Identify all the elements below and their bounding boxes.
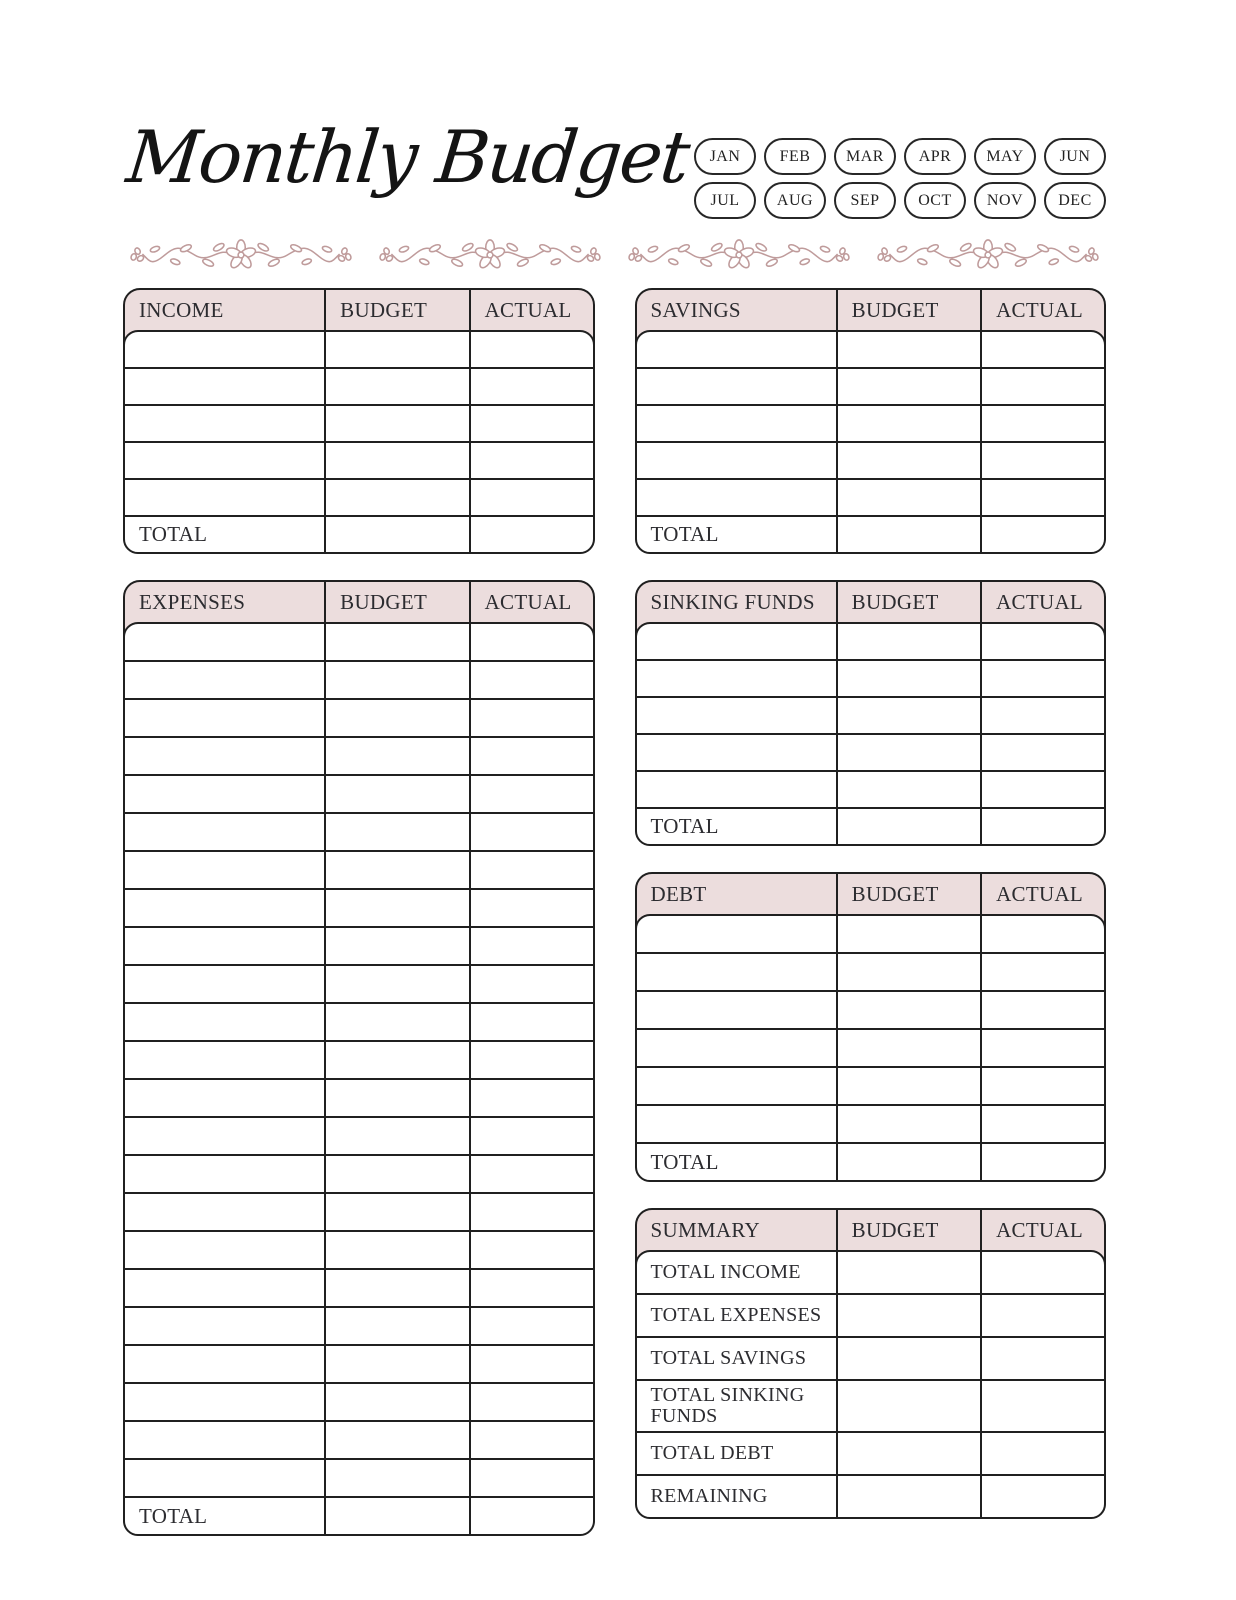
empty-budget-cell[interactable]: [324, 332, 468, 367]
empty-actual-cell[interactable]: [469, 1042, 593, 1078]
sinking-funds-table-body: [635, 622, 1107, 846]
empty-budget-cell[interactable]: [836, 916, 980, 952]
empty-name-cell[interactable]: [125, 1232, 324, 1268]
empty-actual-cell[interactable]: [469, 814, 593, 850]
empty-budget-cell[interactable]: [836, 480, 980, 515]
summary-actual-cell[interactable]: [980, 1252, 1104, 1293]
table-row: [125, 1306, 593, 1344]
empty-name-cell[interactable]: [125, 1270, 324, 1306]
summary-row-total-sinking-funds: [637, 1379, 1105, 1431]
empty-actual-cell[interactable]: [469, 700, 593, 736]
table-title-savings: SAVINGS: [650, 297, 741, 322]
empty-actual-cell[interactable]: [469, 332, 593, 367]
table-row: [125, 1154, 593, 1192]
month-pill-mar[interactable]: MAR: [834, 138, 896, 175]
right-column: [635, 288, 1107, 1536]
empty-name-cell[interactable]: [637, 772, 836, 807]
summary-row-total-expenses: [637, 1293, 1105, 1336]
summary-budget-cell[interactable]: [836, 1381, 980, 1431]
empty-actual-cell[interactable]: [469, 966, 593, 1002]
empty-budget-cell[interactable]: [324, 369, 468, 404]
empty-actual-cell[interactable]: [980, 624, 1104, 659]
empty-budget-cell[interactable]: [324, 662, 468, 698]
empty-budget-cell[interactable]: [324, 1460, 468, 1496]
empty-actual-cell[interactable]: [469, 1270, 593, 1306]
month-pill-sep[interactable]: SEP: [834, 182, 896, 219]
empty-actual-cell[interactable]: [469, 443, 593, 478]
total-row: [125, 515, 593, 552]
summary-row-label: TOTAL INCOME: [650, 1261, 801, 1283]
table-row: [637, 332, 1105, 367]
empty-name-cell[interactable]: [125, 700, 324, 736]
savings-table: [635, 288, 1107, 554]
summary-actual-cell[interactable]: [980, 1381, 1104, 1431]
empty-name-cell[interactable]: [125, 1308, 324, 1344]
empty-budget-cell[interactable]: [836, 954, 980, 990]
table-row: [125, 660, 593, 698]
month-pill-may[interactable]: MAY: [974, 138, 1036, 175]
empty-actual-cell[interactable]: [469, 624, 593, 660]
empty-name-cell[interactable]: [125, 1460, 324, 1496]
empty-actual-cell[interactable]: [980, 406, 1104, 441]
empty-budget-cell[interactable]: [836, 406, 980, 441]
empty-actual-cell[interactable]: [469, 1156, 593, 1192]
total-budget-cell[interactable]: [836, 517, 980, 552]
month-pill-aug[interactable]: AUG: [764, 182, 826, 219]
sinking-funds-table: [635, 580, 1107, 846]
empty-budget-cell[interactable]: [836, 661, 980, 696]
floral-divider-segment: [374, 238, 606, 272]
empty-actual-cell[interactable]: [469, 1460, 593, 1496]
month-selector: [694, 138, 1106, 219]
summary-budget-cell[interactable]: [836, 1476, 980, 1517]
month-pill-feb[interactable]: FEB: [764, 138, 826, 175]
total-budget-cell[interactable]: [324, 1498, 468, 1534]
empty-budget-cell[interactable]: [324, 1346, 468, 1382]
table-row: [125, 1192, 593, 1230]
table-row: [125, 1344, 593, 1382]
empty-name-cell[interactable]: [637, 1068, 836, 1104]
summary-actual-cell[interactable]: [980, 1433, 1104, 1474]
empty-name-cell[interactable]: [125, 443, 324, 478]
empty-actual-cell[interactable]: [469, 1194, 593, 1230]
empty-budget-cell[interactable]: [324, 1422, 468, 1458]
empty-budget-cell[interactable]: [324, 1118, 468, 1154]
empty-budget-cell[interactable]: [324, 1308, 468, 1344]
expenses-table: [123, 580, 595, 1536]
table-row: [637, 441, 1105, 478]
empty-budget-cell[interactable]: [324, 738, 468, 774]
empty-name-cell[interactable]: [125, 1080, 324, 1116]
empty-name-cell[interactable]: [125, 1346, 324, 1382]
summary-actual-cell[interactable]: [980, 1476, 1104, 1517]
empty-actual-cell[interactable]: [980, 916, 1104, 952]
empty-actual-cell[interactable]: [469, 776, 593, 812]
table-row: [125, 736, 593, 774]
summary-table-body: [635, 1250, 1107, 1519]
savings-table-header: [637, 290, 1105, 330]
total-budget-cell[interactable]: [836, 1144, 980, 1180]
total-actual-cell[interactable]: [469, 517, 593, 552]
empty-budget-cell[interactable]: [324, 480, 468, 515]
floral-divider-segment: [125, 238, 357, 272]
table-row: [125, 332, 593, 367]
empty-name-cell[interactable]: [637, 954, 836, 990]
floral-divider-segment: [623, 238, 855, 272]
empty-name-cell[interactable]: [125, 480, 324, 515]
empty-name-cell[interactable]: [637, 992, 836, 1028]
month-row-2: [694, 182, 1106, 219]
empty-actual-cell[interactable]: [980, 698, 1104, 733]
empty-name-cell[interactable]: [125, 624, 324, 660]
month-pill-apr[interactable]: APR: [904, 138, 966, 175]
empty-name-cell[interactable]: [637, 480, 836, 515]
table-row: [637, 916, 1105, 952]
empty-name-cell[interactable]: [125, 1384, 324, 1420]
table-row: [637, 770, 1105, 807]
tables-area: [123, 288, 1106, 1536]
table-row: [125, 698, 593, 736]
page-title: Monthly Budget: [122, 115, 693, 199]
table-row: [125, 1268, 593, 1306]
summary-table: [635, 1208, 1107, 1519]
summary-budget-cell[interactable]: [836, 1338, 980, 1379]
table-title-sinking-funds: SINKING FUNDS: [650, 589, 815, 614]
table-row: [125, 850, 593, 888]
empty-actual-cell[interactable]: [469, 852, 593, 888]
empty-budget-cell[interactable]: [836, 698, 980, 733]
total-actual-cell[interactable]: [980, 517, 1104, 552]
column-header-actual: ACTUAL: [980, 874, 1104, 914]
column-header-actual: ACTUAL: [469, 290, 593, 330]
table-row: [637, 696, 1105, 733]
income-table-body: [123, 330, 595, 554]
empty-actual-cell[interactable]: [980, 480, 1104, 515]
summary-budget-cell[interactable]: [836, 1295, 980, 1336]
total-actual-cell[interactable]: [980, 1144, 1104, 1180]
income-table-header: [125, 290, 593, 330]
empty-actual-cell[interactable]: [469, 1346, 593, 1382]
table-row: [125, 1458, 593, 1496]
month-pill-jan[interactable]: JAN: [694, 138, 756, 175]
empty-actual-cell[interactable]: [980, 1106, 1104, 1142]
table-row: [125, 1230, 593, 1268]
empty-actual-cell[interactable]: [469, 662, 593, 698]
empty-budget-cell[interactable]: [836, 772, 980, 807]
column-header-actual: ACTUAL: [980, 582, 1104, 622]
empty-budget-cell[interactable]: [324, 624, 468, 660]
table-row: [637, 1028, 1105, 1066]
empty-name-cell[interactable]: [637, 443, 836, 478]
column-header-budget: BUDGET: [324, 582, 468, 622]
empty-name-cell[interactable]: [125, 662, 324, 698]
expenses-table-body: [123, 622, 595, 1536]
empty-name-cell[interactable]: [125, 1422, 324, 1458]
empty-actual-cell[interactable]: [980, 661, 1104, 696]
table-row: [125, 1420, 593, 1458]
empty-name-cell[interactable]: [637, 332, 836, 367]
table-row: [125, 1002, 593, 1040]
empty-budget-cell[interactable]: [836, 1106, 980, 1142]
empty-name-cell[interactable]: [637, 661, 836, 696]
floral-divider-segment: [872, 238, 1104, 272]
month-pill-nov[interactable]: NOV: [974, 182, 1036, 219]
empty-actual-cell[interactable]: [980, 735, 1104, 770]
empty-name-cell[interactable]: [125, 369, 324, 404]
empty-budget-cell[interactable]: [836, 1030, 980, 1066]
total-budget-cell[interactable]: [836, 809, 980, 844]
empty-budget-cell[interactable]: [324, 928, 468, 964]
table-row: [637, 478, 1105, 515]
empty-actual-cell[interactable]: [980, 1068, 1104, 1104]
table-row: [637, 990, 1105, 1028]
empty-actual-cell[interactable]: [980, 992, 1104, 1028]
savings-table-body: [635, 330, 1107, 554]
empty-budget-cell[interactable]: [324, 1270, 468, 1306]
empty-actual-cell[interactable]: [980, 772, 1104, 807]
column-header-budget: BUDGET: [836, 1210, 980, 1250]
summary-budget-cell[interactable]: [836, 1252, 980, 1293]
empty-budget-cell[interactable]: [324, 852, 468, 888]
empty-name-cell[interactable]: [637, 369, 836, 404]
summary-row-total-savings: [637, 1336, 1105, 1379]
empty-budget-cell[interactable]: [324, 776, 468, 812]
debt-table-header: [637, 874, 1105, 914]
column-header-actual: ACTUAL: [980, 290, 1104, 330]
table-row: [125, 1040, 593, 1078]
income-table: [123, 288, 595, 554]
empty-name-cell[interactable]: [637, 624, 836, 659]
sinking-funds-table-header: [637, 582, 1105, 622]
table-row: [125, 624, 593, 660]
total-actual-cell[interactable]: [980, 809, 1104, 844]
empty-budget-cell[interactable]: [836, 369, 980, 404]
column-header-budget: BUDGET: [836, 874, 980, 914]
left-column: [123, 288, 595, 1536]
empty-budget-cell[interactable]: [836, 332, 980, 367]
empty-actual-cell[interactable]: [469, 1080, 593, 1116]
total-budget-cell[interactable]: [324, 517, 468, 552]
summary-row-label: TOTAL EXPENSES: [650, 1304, 822, 1326]
empty-actual-cell[interactable]: [980, 443, 1104, 478]
month-pill-jul[interactable]: JUL: [694, 182, 756, 219]
empty-budget-cell[interactable]: [324, 443, 468, 478]
empty-name-cell[interactable]: [125, 406, 324, 441]
table-title-debt: DEBT: [650, 881, 707, 906]
total-row: [125, 1496, 593, 1534]
summary-row-label: TOTAL SAVINGS: [650, 1347, 807, 1369]
table-row: [637, 624, 1105, 659]
table-row: [637, 733, 1105, 770]
summary-actual-cell[interactable]: [980, 1338, 1104, 1379]
empty-name-cell[interactable]: [125, 776, 324, 812]
debt-table: [635, 872, 1107, 1182]
empty-actual-cell[interactable]: [980, 1030, 1104, 1066]
empty-name-cell[interactable]: [637, 698, 836, 733]
empty-name-cell[interactable]: [125, 966, 324, 1002]
table-title-income: INCOME: [139, 297, 224, 322]
empty-budget-cell[interactable]: [324, 1384, 468, 1420]
empty-budget-cell[interactable]: [836, 624, 980, 659]
summary-budget-cell[interactable]: [836, 1433, 980, 1474]
empty-actual-cell[interactable]: [469, 1384, 593, 1420]
summary-row-total-income: [637, 1252, 1105, 1293]
summary-row-remaining: [637, 1474, 1105, 1517]
total-row: [637, 515, 1105, 552]
empty-budget-cell[interactable]: [324, 406, 468, 441]
table-row: [637, 1066, 1105, 1104]
total-label: TOTAL: [650, 522, 719, 546]
table-row: [125, 1078, 593, 1116]
empty-name-cell[interactable]: [125, 814, 324, 850]
page-header: [123, 104, 1106, 224]
total-row: [637, 807, 1105, 844]
empty-actual-cell[interactable]: [469, 928, 593, 964]
empty-budget-cell[interactable]: [324, 1194, 468, 1230]
empty-budget-cell[interactable]: [324, 1042, 468, 1078]
table-row: [125, 812, 593, 850]
empty-actual-cell[interactable]: [469, 890, 593, 926]
empty-name-cell[interactable]: [125, 852, 324, 888]
table-row: [125, 964, 593, 1002]
empty-name-cell[interactable]: [125, 1118, 324, 1154]
table-row: [125, 404, 593, 441]
table-row: [637, 659, 1105, 696]
empty-budget-cell[interactable]: [324, 700, 468, 736]
table-title-expenses: EXPENSES: [139, 589, 246, 614]
empty-name-cell[interactable]: [125, 332, 324, 367]
empty-actual-cell[interactable]: [469, 480, 593, 515]
empty-name-cell[interactable]: [125, 1194, 324, 1230]
empty-actual-cell[interactable]: [469, 1422, 593, 1458]
table-row: [125, 1382, 593, 1420]
empty-name-cell[interactable]: [637, 1106, 836, 1142]
summary-row-label: TOTAL SINKING FUNDS: [650, 1384, 805, 1427]
empty-actual-cell[interactable]: [469, 1004, 593, 1040]
table-row: [125, 774, 593, 812]
empty-actual-cell[interactable]: [469, 1118, 593, 1154]
empty-budget-cell[interactable]: [836, 992, 980, 1028]
month-pill-jun[interactable]: JUN: [1044, 138, 1106, 175]
empty-actual-cell[interactable]: [469, 738, 593, 774]
empty-name-cell[interactable]: [125, 738, 324, 774]
empty-budget-cell[interactable]: [836, 735, 980, 770]
empty-name-cell[interactable]: [637, 916, 836, 952]
expenses-table-header: [125, 582, 593, 622]
total-label: TOTAL: [139, 1503, 208, 1528]
table-row: [125, 441, 593, 478]
empty-actual-cell[interactable]: [980, 954, 1104, 990]
empty-actual-cell[interactable]: [469, 1232, 593, 1268]
table-row: [125, 478, 593, 515]
total-label: TOTAL: [650, 1149, 719, 1174]
empty-actual-cell[interactable]: [469, 406, 593, 441]
table-row: [637, 367, 1105, 404]
summary-row-label: REMAINING: [650, 1485, 768, 1507]
empty-name-cell[interactable]: [637, 1030, 836, 1066]
table-row: [125, 367, 593, 404]
empty-budget-cell[interactable]: [324, 890, 468, 926]
month-row-1: [694, 138, 1106, 175]
total-actual-cell[interactable]: [469, 1498, 593, 1534]
total-label: TOTAL: [650, 814, 719, 838]
total-row: [637, 1142, 1105, 1180]
table-row: [637, 952, 1105, 990]
column-header-actual: ACTUAL: [980, 1210, 1104, 1250]
month-pill-oct[interactable]: OCT: [904, 182, 966, 219]
column-header-budget: BUDGET: [324, 290, 468, 330]
month-pill-dec[interactable]: DEC: [1044, 182, 1106, 219]
empty-actual-cell[interactable]: [980, 369, 1104, 404]
summary-table-header: [637, 1210, 1105, 1250]
empty-budget-cell[interactable]: [324, 1004, 468, 1040]
empty-budget-cell[interactable]: [836, 1068, 980, 1104]
empty-actual-cell[interactable]: [469, 369, 593, 404]
empty-name-cell[interactable]: [125, 890, 324, 926]
empty-budget-cell[interactable]: [324, 1232, 468, 1268]
empty-budget-cell[interactable]: [324, 966, 468, 1002]
empty-name-cell[interactable]: [637, 406, 836, 441]
table-row: [125, 888, 593, 926]
empty-actual-cell[interactable]: [469, 1308, 593, 1344]
floral-divider: [125, 238, 1104, 272]
summary-actual-cell[interactable]: [980, 1295, 1104, 1336]
summary-row-label: TOTAL DEBT: [650, 1442, 774, 1464]
empty-budget-cell[interactable]: [324, 814, 468, 850]
empty-name-cell[interactable]: [637, 735, 836, 770]
empty-name-cell[interactable]: [125, 928, 324, 964]
total-label: TOTAL: [139, 522, 208, 546]
empty-budget-cell[interactable]: [324, 1080, 468, 1116]
empty-budget-cell[interactable]: [836, 443, 980, 478]
empty-name-cell[interactable]: [125, 1004, 324, 1040]
summary-row-total-debt: [637, 1431, 1105, 1474]
empty-actual-cell[interactable]: [980, 332, 1104, 367]
table-row: [637, 404, 1105, 441]
table-title-summary: SUMMARY: [650, 1217, 760, 1242]
column-header-budget: BUDGET: [836, 582, 980, 622]
table-row: [125, 926, 593, 964]
debt-table-body: [635, 914, 1107, 1182]
empty-budget-cell[interactable]: [324, 1156, 468, 1192]
empty-name-cell[interactable]: [125, 1042, 324, 1078]
column-header-budget: BUDGET: [836, 290, 980, 330]
table-row: [637, 1104, 1105, 1142]
table-row: [125, 1116, 593, 1154]
empty-name-cell[interactable]: [125, 1156, 324, 1192]
column-header-actual: ACTUAL: [469, 582, 593, 622]
